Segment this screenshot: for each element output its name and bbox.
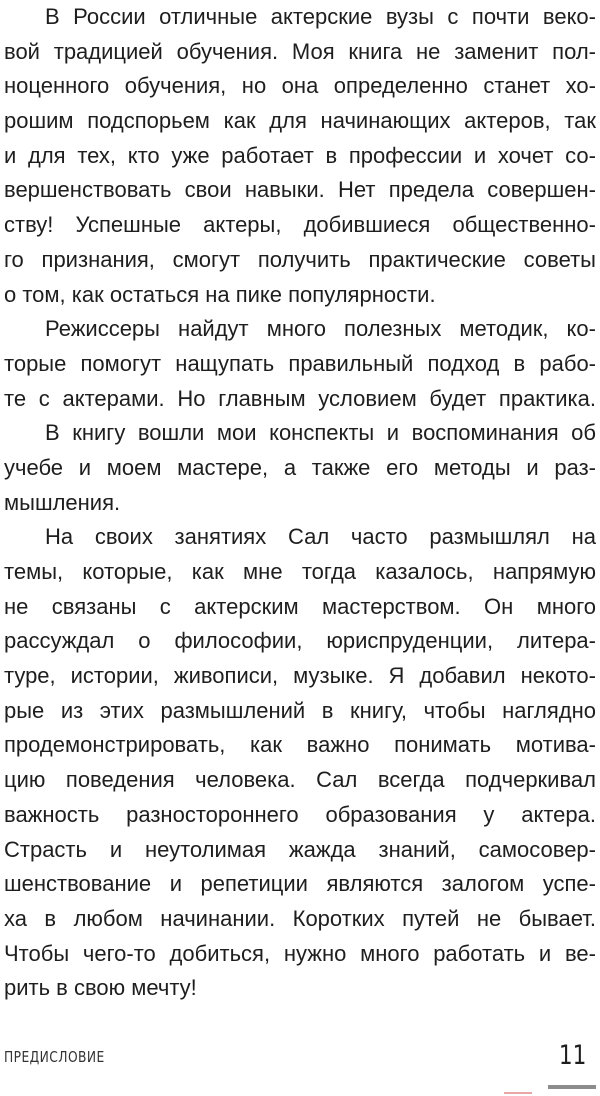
paragraph-4 (4, 520, 596, 1006)
footer-accent-mark (504, 1092, 532, 1094)
text-line: и для тех, кто уже работает в профессии и хочет со- (4, 142, 596, 168)
running-footer-section: ПРЕДИСЛОВИЕ (4, 1048, 105, 1066)
text-line: рить в свою мечту! (4, 975, 197, 1001)
text-line: рошим подспорьем как для начинающих актеров, так (4, 108, 596, 134)
text-line: Страсть и неутолимая жажда знаний, самосовер- (4, 836, 596, 862)
text-line: В России отличные актерские вузы с почти веко- (45, 4, 596, 29)
text-line: Чтобы чего-то добиться, нужно много работать и ве- (4, 940, 596, 966)
text-line: темы, которые, как мне тогда казалось, напрямую (4, 559, 596, 584)
paragraph-3 (4, 416, 596, 520)
text-line: ноценного обучения, но она определенно станет хо- (4, 73, 596, 99)
paragraph-2 (4, 312, 596, 416)
text-line: шенствование и репетиции являются залогом успе- (4, 871, 596, 897)
text-line: ству! Успешные актеры, добившиеся общественно- (4, 212, 596, 238)
text-line: о том, как остаться на пике популярности. (4, 281, 436, 307)
text-line: те с актерами. Но главным условием будет практика. (4, 385, 596, 411)
text-line: рассуждал о философии, юриспруденции, литера- (4, 628, 596, 654)
text-line: учебе и моем мастере, а также его методы и раз- (4, 454, 596, 480)
text-line: вой традицией обучения. Моя книга не заменит пол- (4, 38, 596, 64)
footer-accent-bar (548, 1085, 596, 1089)
text-line: не связаны с актерским мастерством. Он много (4, 593, 596, 619)
text-line: В книгу вошли мои конспекты и воспоминания об (45, 420, 596, 446)
text-body (4, 0, 596, 1006)
text-line: продемонстрировать, как важно понимать мотива- (4, 732, 596, 758)
text-line: торые помогут нащупать правильный подход в рабо- (4, 350, 596, 376)
text-line: вершенствовать свои навыки. Нет предела совершен- (4, 177, 596, 203)
text-line: цию поведения человека. Сал всегда подчеркивал (4, 767, 596, 793)
text-line: рые из этих размышлений в книгу, чтобы наглядно (4, 697, 596, 723)
text-line: Режиссеры найдут много полезных методик, ко- (45, 316, 596, 342)
text-line: На своих занятиях Сал часто размышлял на (45, 524, 596, 550)
text-line: важность разностороннего образования у актера. (4, 801, 596, 827)
paragraph-1 (4, 0, 596, 312)
page-number: 11 (558, 1040, 586, 1071)
text-line: мышления. (4, 489, 121, 515)
text-line: туре, истории, живописи, музыке. Я добавил некото- (4, 663, 596, 689)
text-line: го признания, смогут получить практические советы (4, 246, 596, 272)
text-line: ха в любом начинании. Коротких путей не бывает. (4, 905, 596, 931)
